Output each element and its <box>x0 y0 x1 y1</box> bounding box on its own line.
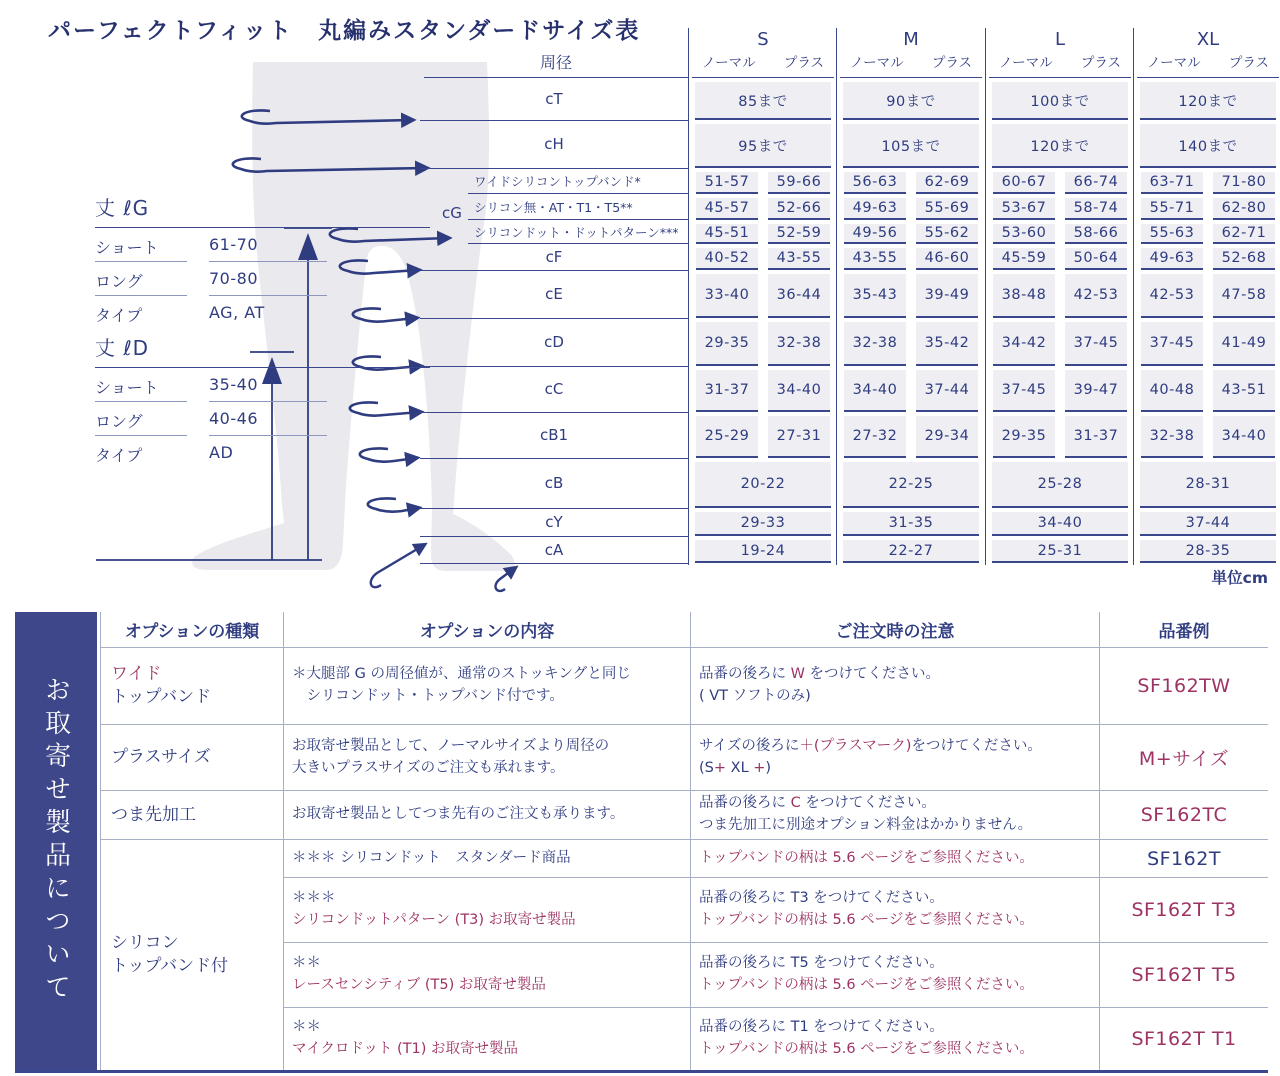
option-type-cell: ワイド トップバンド <box>100 648 283 725</box>
size-cell: 37-44 <box>1140 512 1276 536</box>
size-cell: 85まで <box>695 82 831 120</box>
size-cell: 66-74 <box>1065 172 1127 194</box>
size-cell: 25-29 <box>696 416 758 458</box>
size-cell: 55-63 <box>1141 224 1203 244</box>
size-cell: 105まで <box>843 124 979 168</box>
options-header-code: 品番例 <box>1099 612 1268 648</box>
length-ld-table <box>95 332 430 469</box>
length-row: ロング 40-46 <box>95 409 430 436</box>
size-cell: 32-38 <box>1141 416 1203 458</box>
subheader-label: プラス <box>1080 55 1121 71</box>
option-code-cell: SF162TC <box>1099 791 1268 840</box>
option-code-cell: SF162T T3 <box>1099 878 1268 943</box>
size-row-label: cA <box>420 536 688 564</box>
size-cell: 51-57 <box>696 172 758 194</box>
size-cell: 53-67 <box>993 198 1055 220</box>
size-group-separator <box>688 28 689 565</box>
cg-label: cG <box>442 204 462 222</box>
size-cell: 28-31 <box>1140 462 1276 508</box>
length-ld-title: 丈 ℓD <box>95 332 430 368</box>
size-subheaders <box>840 52 982 76</box>
size-row-label: cC <box>420 366 688 413</box>
size-cell: 19-24 <box>695 540 831 563</box>
size-cell: 55-71 <box>1141 198 1203 220</box>
size-cell: 100まで <box>992 82 1128 120</box>
length-row: ショート 61-70 <box>95 235 430 262</box>
size-cell: 120まで <box>1140 82 1276 120</box>
size-cell: 29-35 <box>993 416 1055 458</box>
size-cell: 50-64 <box>1065 248 1127 270</box>
size-name: XL <box>1196 29 1220 50</box>
size-cell: 39-47 <box>1065 370 1127 412</box>
size-cell: 43-55 <box>768 248 830 270</box>
size-cell: 46-60 <box>916 248 978 270</box>
size-row-label: cY <box>420 508 688 537</box>
option-content-cell: ＊大腿部 G の周径値が、通常のストッキングと同じ シリコンドット・トップバンド付です。 <box>283 648 690 725</box>
size-cell: 27-32 <box>844 416 906 458</box>
size-cell: 62-71 <box>1213 224 1275 244</box>
size-cell: 32-38 <box>844 322 906 366</box>
size-cell: 45-51 <box>696 224 758 244</box>
size-cell: 42-53 <box>1065 274 1127 318</box>
size-cell: 35-42 <box>916 322 978 366</box>
size-cell: 27-31 <box>768 416 830 458</box>
size-cell: 31-37 <box>1065 416 1127 458</box>
length-lg-title: 丈 ℓG <box>95 192 430 228</box>
size-cell: 43-55 <box>844 248 906 270</box>
option-note-cell: 品番の後ろに W をつけてください。 ( VT ソフトのみ) <box>690 648 1099 725</box>
size-cell: 49-56 <box>844 224 906 244</box>
size-subheaders <box>989 52 1131 76</box>
option-content-cell: お取寄せ製品としてつま先有のご注文も承ります。 <box>283 791 690 840</box>
size-cell: 40-48 <box>1141 370 1203 412</box>
size-cell: 37-45 <box>1065 322 1127 366</box>
length-row: タイプ AD <box>95 443 234 465</box>
size-cell: 34-40 <box>1213 416 1275 458</box>
size-cell: 58-66 <box>1065 224 1127 244</box>
size-cell: 20-22 <box>695 462 831 508</box>
size-cell: 34-42 <box>993 322 1055 366</box>
options-header-content: オプションの内容 <box>283 612 690 648</box>
size-cell: 33-40 <box>696 274 758 318</box>
option-code-cell: SF162TW <box>1099 648 1268 725</box>
size-row-label: cB <box>420 458 688 509</box>
size-cell: 59-66 <box>768 172 830 194</box>
size-cell: 31-35 <box>843 512 979 536</box>
size-cell: 47-58 <box>1213 274 1275 318</box>
option-code-cell: SF162T T1 <box>1099 1008 1268 1070</box>
size-cell: 39-49 <box>916 274 978 318</box>
size-cell: 120まで <box>992 124 1128 168</box>
size-subheaders <box>692 52 834 76</box>
option-content-cell: ＊＊＊ シリコンドットパターン (T3) お取寄せ製品 <box>283 878 690 943</box>
subheader-label: プラス <box>783 55 824 71</box>
size-cell: 58-74 <box>1065 198 1127 220</box>
size-cell: 37-45 <box>1141 322 1203 366</box>
size-group-header <box>692 28 834 78</box>
option-type-cell: つま先加工 <box>100 791 283 840</box>
length-row: タイプ AG, AT <box>95 303 265 325</box>
size-cell: 63-71 <box>1141 172 1203 194</box>
size-cell: 60-67 <box>993 172 1055 194</box>
size-row-label: cH <box>420 120 688 169</box>
option-code-cell: M+サイズ <box>1099 725 1268 791</box>
option-note-cell: 品番の後ろに C をつけてください。 つま先加工に別途オプション料金はかかりません。 <box>690 791 1099 840</box>
size-cell: 62-80 <box>1213 198 1275 220</box>
size-cell: 49-63 <box>1141 248 1203 270</box>
size-cell: 40-52 <box>696 248 758 270</box>
option-code-cell: SF162T T5 <box>1099 943 1268 1008</box>
size-cell: 28-35 <box>1140 540 1276 563</box>
subheader-label: プラス <box>931 55 972 71</box>
options-header-type: オプションの種類 <box>100 612 283 648</box>
size-cell: 22-27 <box>843 540 979 563</box>
option-content-cell: ＊＊＊ シリコンドット スタンダード商品 <box>283 840 690 878</box>
size-cell: 35-43 <box>844 274 906 318</box>
size-group-separator <box>985 28 986 565</box>
size-cell: 34-40 <box>768 370 830 412</box>
size-cell: 29-34 <box>916 416 978 458</box>
size-cell: 90まで <box>843 82 979 120</box>
page-title: パーフェクトフィット 丸編みスタンダードサイズ表 <box>48 18 641 44</box>
mail-order-banner: お取寄せ製品について <box>15 612 100 1070</box>
size-cell: 29-33 <box>695 512 831 536</box>
size-row-label: cD <box>420 318 688 367</box>
size-cell: 37-44 <box>916 370 978 412</box>
size-cell: 38-48 <box>993 274 1055 318</box>
option-note-cell: 品番の後ろに T3 をつけてください。 トップバンドの柄は 5.6 ページをご参照ください。 <box>690 878 1099 943</box>
size-row-label: cT <box>420 78 688 121</box>
size-name: L <box>1054 29 1066 50</box>
size-cell: 52-66 <box>768 198 830 220</box>
option-content-cell: ＊＊ マイクロドット (T1) お取寄せ製品 <box>283 1008 690 1070</box>
size-cell: 53-60 <box>993 224 1055 244</box>
size-cell: 49-63 <box>844 198 906 220</box>
size-row-label: シリコンドット・ドットパターン*** <box>468 220 688 244</box>
option-type-cell: プラスサイズ <box>100 725 283 791</box>
size-cell: 41-49 <box>1213 322 1275 366</box>
option-code-cell: SF162T <box>1099 840 1268 878</box>
size-cell: 52-59 <box>768 224 830 244</box>
size-cell: 95まで <box>695 124 831 168</box>
size-cell: 55-62 <box>916 224 978 244</box>
size-group-header <box>1137 28 1279 78</box>
size-cell: 34-40 <box>992 512 1128 536</box>
size-row-label: cB1 <box>420 412 688 459</box>
size-group-separator <box>836 28 837 565</box>
size-row-label: cF <box>420 244 688 271</box>
size-cell: 22-25 <box>843 462 979 508</box>
length-row: ロング 70-80 <box>95 269 430 296</box>
length-lg-table <box>95 192 430 329</box>
size-group-header <box>989 28 1131 78</box>
option-type-cell: シリコン トップバンド付 <box>100 840 283 1070</box>
option-note-cell: サイズの後ろに＋(プラスマーク)をつけてください。 (S+ XL +) <box>690 725 1099 791</box>
size-cell: 45-57 <box>696 198 758 220</box>
size-cell: 55-69 <box>916 198 978 220</box>
size-cell: 45-59 <box>993 248 1055 270</box>
option-note-cell: トップバンドの柄は 5.6 ページをご参照ください。 <box>690 840 1099 878</box>
options-header-note: ご注文時の注意 <box>690 612 1099 648</box>
size-cell: 52-68 <box>1213 248 1275 270</box>
circumference-header: 周径 <box>424 44 688 78</box>
size-cell: 36-44 <box>768 274 830 318</box>
size-cell: 32-38 <box>768 322 830 366</box>
size-row-label: ワイドシリコントップバンド* <box>468 168 688 194</box>
size-subheaders <box>1137 52 1279 76</box>
option-content-cell: お取寄せ製品として、ノーマルサイズより周径の 大きいプラスサイズのご注文も承れます。 <box>283 725 690 791</box>
option-note-cell: 品番の後ろに T1 をつけてください。 トップバンドの柄は 5.6 ページをご参照ください。 <box>690 1008 1099 1070</box>
size-cell: 25-31 <box>992 540 1128 563</box>
size-cell: 37-45 <box>993 370 1055 412</box>
size-row-label: シリコン無・AT・T1・T5** <box>468 194 688 220</box>
size-name: M <box>903 29 919 50</box>
size-group-header <box>840 28 982 78</box>
subheader-label: ノーマル <box>999 55 1053 71</box>
size-cell: 25-28 <box>992 462 1128 508</box>
subheader-label: プラス <box>1228 55 1269 71</box>
option-content-cell: ＊＊ レースセンシティブ (T5) お取寄せ製品 <box>283 943 690 1008</box>
size-cell: 42-53 <box>1141 274 1203 318</box>
size-cell: 71-80 <box>1213 172 1275 194</box>
size-cell: 56-63 <box>844 172 906 194</box>
size-cell: 29-35 <box>696 322 758 366</box>
length-row: ショート 35-40 <box>95 375 430 402</box>
unit-label: 単位cm <box>1211 569 1268 587</box>
size-group-separator <box>1133 28 1134 565</box>
size-row-label: cE <box>420 270 688 319</box>
size-cell: 62-69 <box>916 172 978 194</box>
subheader-label: ノーマル <box>1147 55 1201 71</box>
subheader-label: ノーマル <box>702 55 756 71</box>
size-cell: 140まで <box>1140 124 1276 168</box>
size-cell: 34-40 <box>844 370 906 412</box>
size-name: S <box>757 29 769 50</box>
size-cell: 31-37 <box>696 370 758 412</box>
subheader-label: ノーマル <box>850 55 904 71</box>
size-cell: 43-51 <box>1213 370 1275 412</box>
option-note-cell: 品番の後ろに T5 をつけてください。 トップバンドの柄は 5.6 ページをご参照ください。 <box>690 943 1099 1008</box>
options-table <box>15 612 1268 1073</box>
